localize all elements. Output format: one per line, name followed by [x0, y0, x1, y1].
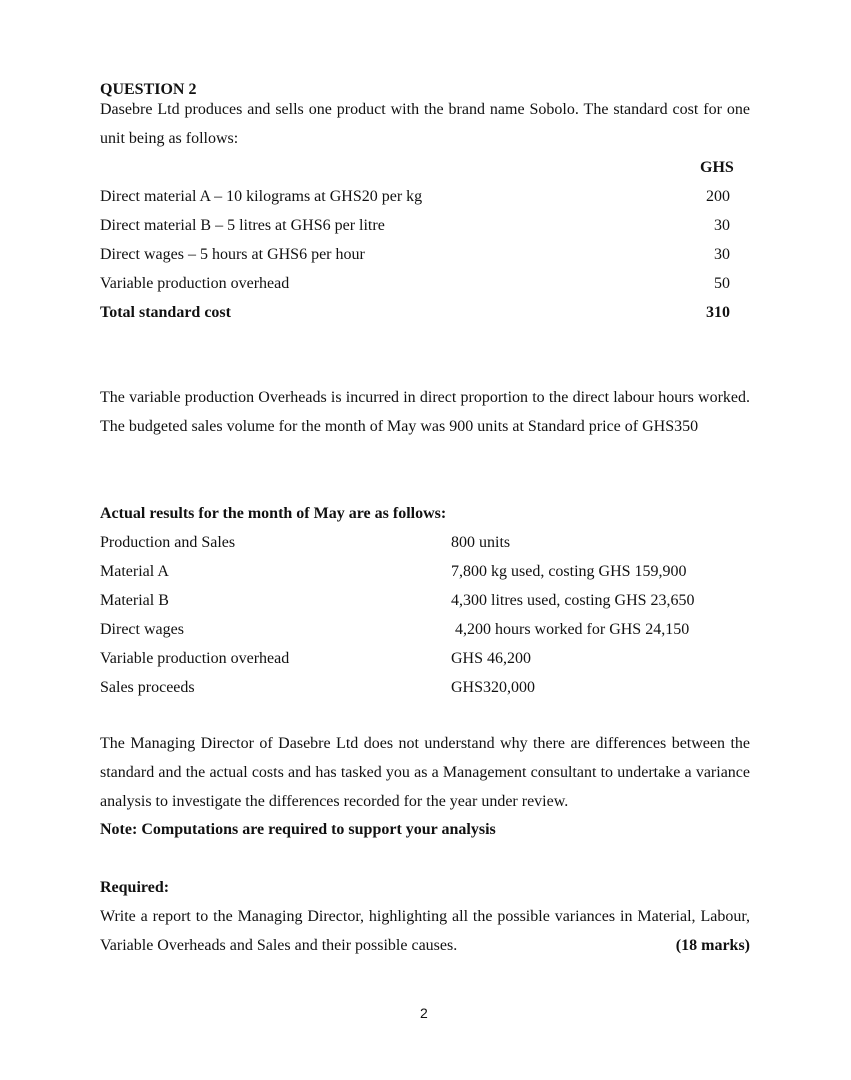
cost-row-value: 50 — [714, 275, 730, 292]
actual-row-label: Direct wages — [100, 621, 184, 638]
marks-label: (18 marks) — [675, 937, 750, 954]
question-heading: QUESTION 2 — [100, 81, 197, 98]
required-text: Write a report to the Managing Director, highlighting all the possible variances in Material, Labour, Variable Overheads and Sales and their possible causes. — [100, 908, 750, 954]
total-cost-value: 310 — [706, 304, 730, 321]
actual-row-label: Variable production overhead — [100, 650, 290, 667]
cost-row-value: 30 — [714, 246, 730, 263]
overhead-paragraph: The variable production Overheads is incurred in direct proportion to the direct labour hours worked. The budgeted sales volume for the month of May was 900 units at Standard price of GHS350 — [100, 389, 750, 435]
required-heading: Required: — [100, 879, 170, 896]
actual-row-label: Production and Sales — [100, 534, 236, 551]
actual-row-value: 800 units — [451, 534, 511, 551]
actual-row-value: GHS320,000 — [451, 679, 536, 696]
md-paragraph: The Managing Director of Dasebre Ltd does not understand why there are differences between the standard and the actual costs and has tasked you as a Management consultant to undertake a variance analysis to investigate the differences recorded for the year under review. — [100, 735, 750, 810]
actual-results-heading: Actual results for the month of May are as follows: — [100, 505, 447, 522]
cost-row-label: Direct wages – 5 hours at GHS6 per hour — [100, 246, 365, 263]
actual-row-value: 4,300 litres used, costing GHS 23,650 — [451, 592, 695, 609]
cost-row-value: 200 — [706, 188, 730, 205]
cost-row-label: Direct material B – 5 litres at GHS6 per litre — [100, 217, 385, 234]
actual-row-value: 7,800 kg used, costing GHS 159,900 — [451, 563, 687, 580]
actual-row-label: Material A — [100, 563, 169, 580]
actual-row-value: GHS 46,200 — [451, 650, 532, 667]
currency-header: GHS — [700, 159, 734, 176]
total-cost-label: Total standard cost — [100, 304, 231, 321]
cost-row-value: 30 — [714, 217, 730, 234]
cost-row-label: Variable production overhead — [100, 275, 290, 292]
intro-paragraph: Dasebre Ltd produces and sells one product with the brand name Sobolo. The standard cost for one unit being as follows: — [100, 101, 750, 147]
actual-row-label: Material B — [100, 592, 169, 609]
note-text: Note: Computations are required to support your analysis — [100, 821, 496, 838]
cost-row-label: Direct material A – 10 kilograms at GHS20 per kg — [100, 188, 423, 205]
actual-row-value: 4,200 hours worked for GHS 24,150 — [455, 621, 690, 638]
actual-row-label: Sales proceeds — [100, 679, 195, 696]
page-number: 2 — [420, 1005, 428, 1021]
